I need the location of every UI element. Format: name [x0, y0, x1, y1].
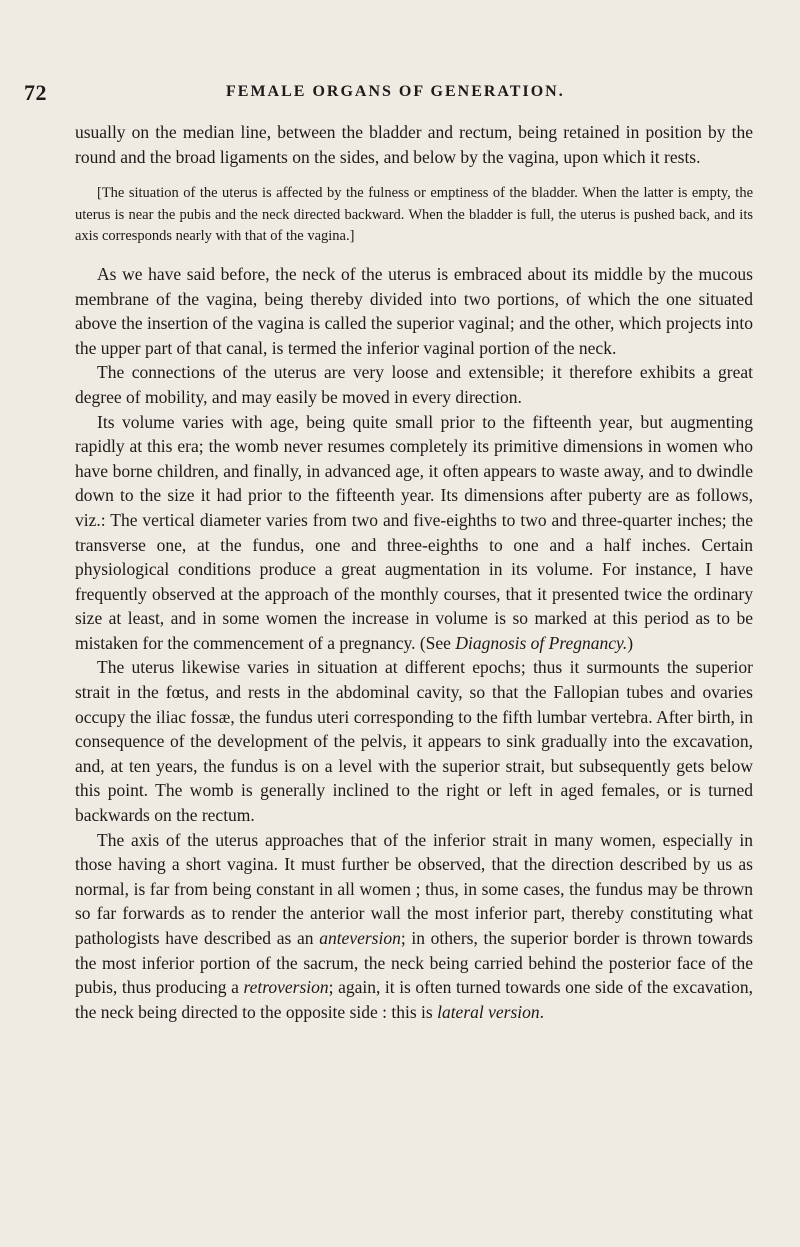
- paragraph-neck-of-uterus: As we have said before, the neck of the uterus is embraced about its middle by the mucous membrane of the vagina, being thereby divided into two portions, of which the one situated above the insertion of the vagina is called the superior vaginal; and the other, which projects into the upper part of that canal, is termed the inferior vaginal portion of the neck.: [75, 263, 753, 358]
- paragraph-connections: The connections of the uterus are very loose and extensible; it therefore exhibits a great degree of mobility, and may easily be moved in every direction.: [75, 362, 753, 407]
- term-anteversion: anteversion: [319, 928, 401, 948]
- term-lateral-version: lateral version: [437, 1001, 540, 1022]
- paragraph-situation: The uterus likewise varies in situation at different epochs; thus it surmounts the superior strait in the fœtus, and rests in the abdominal cavity, so that the Fallopian tubes and ovaries occupy the iliac fossæ, the fundus uteri corresponding to the fifth lumbar vertebra. After birth, in consequence of the development of the pelvis, it appears to sink gradually into the excavation, and, at ten years, the fundus is on a level with the superior strait, but subsequently gets below this point. The womb is generally inclined to the right or left in aged females, or is turned backwards on the rectum.: [75, 657, 753, 826]
- paragraph-volume: [75, 410, 753, 656]
- page-number: 72: [24, 80, 47, 105]
- axis-text-end: .: [539, 1001, 545, 1022]
- axis-text-3: ; again, it is often turned towards one side of the excavation, the neck being directed to the opposite side : this is: [75, 977, 753, 1022]
- term-retroversion: retroversion: [243, 977, 329, 998]
- volume-text-end: ): [627, 632, 634, 653]
- page-body: [75, 120, 753, 1024]
- bracketed-note: [The situation of the uterus is affected by the fulness or emptiness of the bladder. When the latter is empty, the uterus is near the pubis and the neck directed backward. When the bladder is full, the uterus is pushed back, and its axis corresponds nearly with that of the vagina.]: [75, 185, 753, 245]
- axis-text: The axis of the uterus approaches that of the inferior strait in many women, especially in those having a short vagina. It must further be observed, that the direction described by us as normal, is far from being constant in all women ; thus, in some cases, the fundus may be thrown so far forwards as to render the anterior wall the most inferior part, thereby constituting what pathologists have described as an: [75, 829, 753, 948]
- axis-text-2: ; in others, the superior border is thrown towards the most inferior portion of the sacrum, the neck being carried behind the posterior face of the pubis, thus producing a: [75, 928, 753, 998]
- paragraph-axis: [75, 828, 753, 1025]
- running-title: FEMALE ORGANS OF GENERATION.: [226, 83, 565, 100]
- paragraph-continuation: usually on the median line, between the bladder and rectum, being retained in position by the round and the broad ligaments on the sides, and below by the vagina, upon which it rests.: [75, 122, 753, 167]
- volume-text: Its volume varies with age, being quite small prior to the fifteenth year, but augmenting rapidly at this era; the womb never resumes completely its primitive dimensions in women who have borne children, and finally, in advanced age, it often appears to waste away, and to dwindle down to the size it had prior to the fifteenth year. Its dimensions after puberty are as follows, viz.: The vertical diameter varies from two and five-eighths to two and three-quarter inches; the transverse one, at the fundus, one and three-eighths to one and a half inches. Certain physiological conditions produce a great augmentation in its volume. For instance, I have frequently observed at the approach of the monthly courses, that it presented twice the ordinary size at least, and in some women the increase in volume is so marked at this period as to be mistaken for the commencement of a pregnancy. (See: [75, 411, 753, 653]
- cross-reference: Diagnosis of Pregnancy.: [455, 632, 628, 653]
